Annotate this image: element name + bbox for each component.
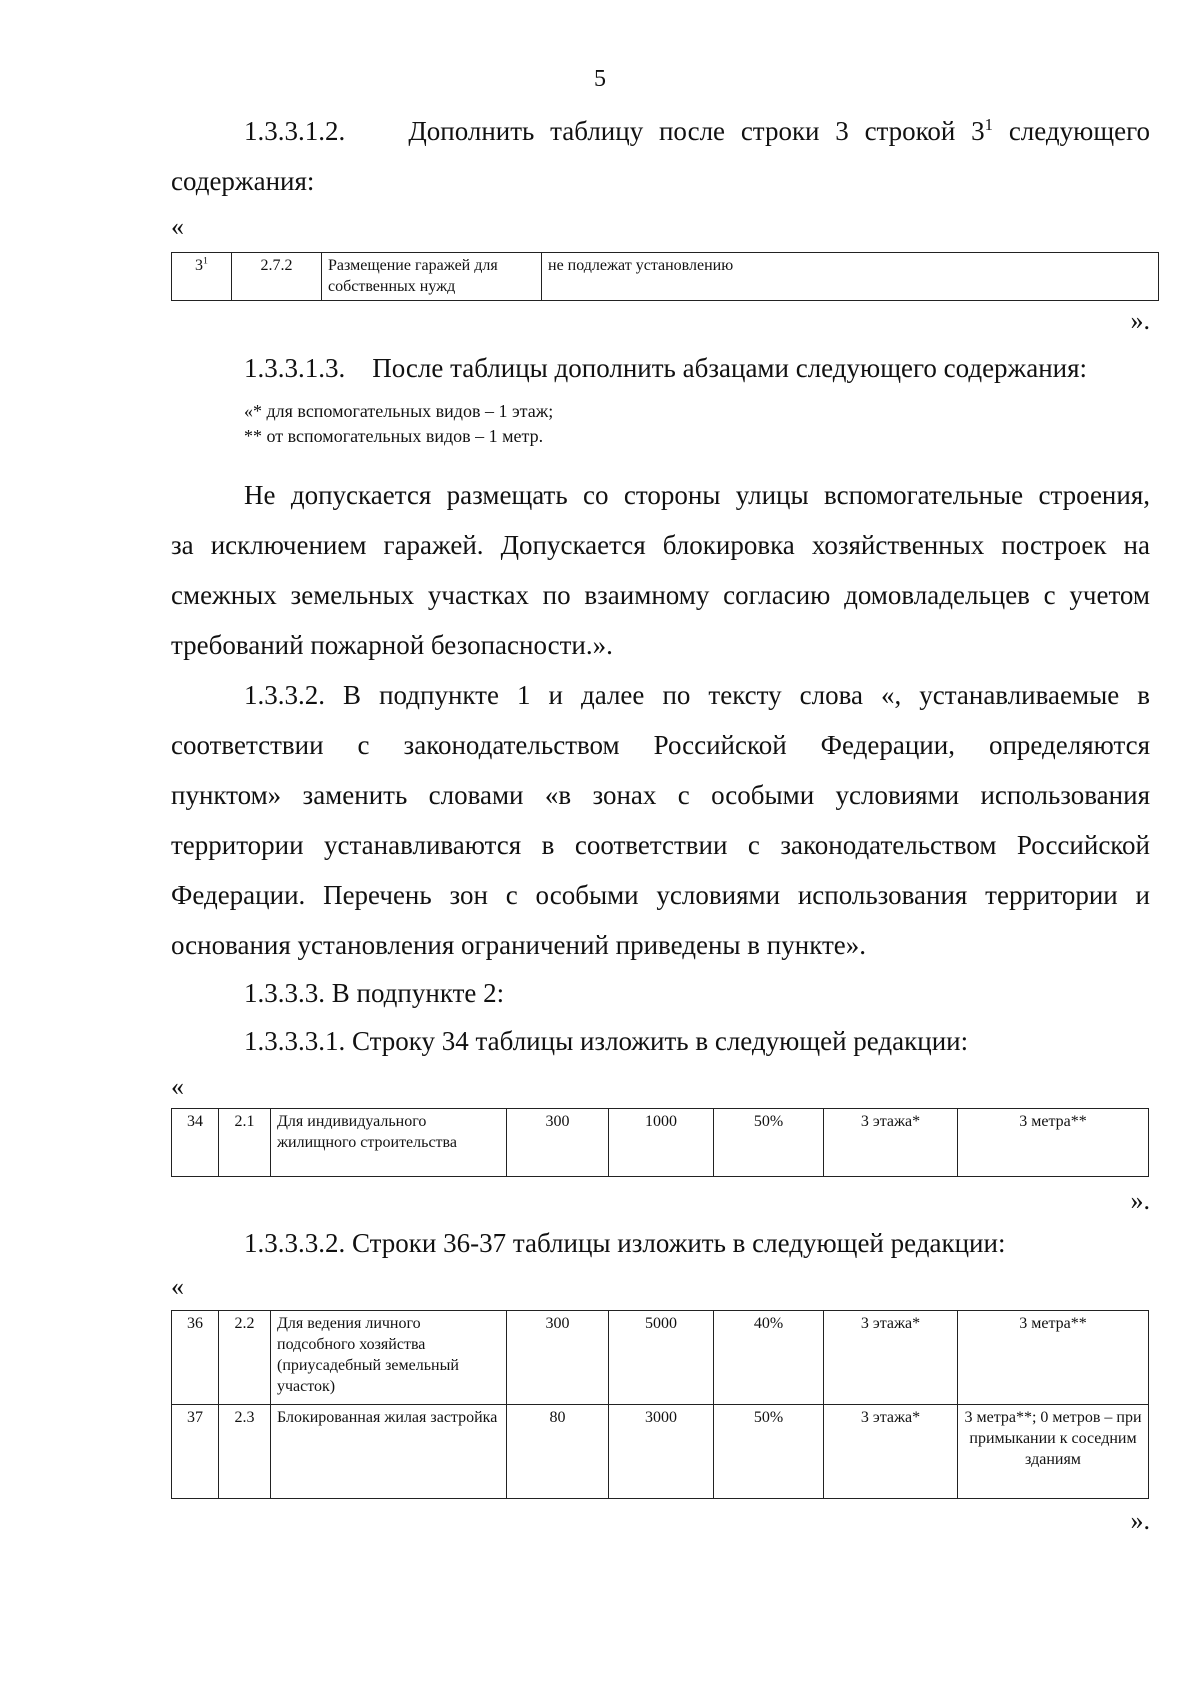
cell-row-number: 36	[172, 1311, 219, 1405]
cell-code: 2.3	[219, 1405, 271, 1499]
para2-line-6: основания установления ограничений приведены в пункте».	[171, 930, 866, 960]
para1-line-1: Не допускается размещать со стороны улицы вспомогательные строения,	[244, 480, 1150, 510]
section-1-3-3-1-3: 1.3.3.1.3. После таблицы дополнить абзацами следующего содержания:	[244, 353, 1088, 383]
close-quote-3: ».	[1130, 1506, 1150, 1535]
cell-row-number: 37	[172, 1405, 219, 1499]
close-quote-2: ».	[1130, 1186, 1150, 1215]
cell-row-number: $3^1$	[172, 253, 232, 301]
cell-use-type: Для индивидуального жилищного строительства	[271, 1109, 507, 1177]
para2-line-3: пунктом» заменить словами «в зонах с особыми условиями использования	[171, 780, 1150, 810]
para2-line-2: соответствии с законодательством Российской Федерации, определяются	[171, 730, 1150, 760]
page-number: 5	[594, 66, 606, 92]
cell-code: 2.1	[219, 1109, 271, 1177]
cell-floors: 3 этажа*	[824, 1311, 958, 1405]
open-quote: «	[171, 212, 184, 241]
para2-line-5: Федерации. Перечень зон с особыми условиями использования территории и	[171, 880, 1150, 910]
cell-max-area: 5000	[609, 1311, 714, 1405]
footnote-2: ** от вспомогательных видов – 1 метр.	[244, 426, 544, 446]
open-quote-2: «	[171, 1072, 184, 1101]
table-row-34	[171, 1108, 1149, 1177]
section-text: Дополнить таблицу после строки 3 строкой 3	[408, 116, 985, 146]
cell-floors: 3 этажа*	[824, 1405, 958, 1499]
cell-code: 2.2	[219, 1311, 271, 1405]
cell-use-type: Для ведения личного подсобного хозяйства (приусадебный земельный участок)	[271, 1311, 507, 1405]
open-quote-3: «	[171, 1272, 184, 1301]
footnote-1: «* для вспомогательных видов – 1 этаж;	[244, 401, 554, 421]
para1-line-3: смежных земельных участках по взаимному согласию домовладельцев с учетом	[171, 580, 1150, 610]
cell-min-area: 300	[507, 1311, 609, 1405]
section-1-3-3-3: 1.3.3.3. В подпункте 2:	[244, 978, 505, 1008]
cell-max-area: 3000	[609, 1405, 714, 1499]
cell-limits: не подлежат установлению	[542, 253, 1159, 301]
cell-setback: 3 метра**	[958, 1311, 1149, 1405]
cell-use-type: Блокированная жилая застройка	[271, 1405, 507, 1499]
close-quote: ».	[1130, 306, 1150, 335]
cell-setback: 3 метра**	[958, 1109, 1149, 1177]
cell-floors: 3 этажа*	[824, 1109, 958, 1177]
table-rows-36-37	[171, 1310, 1149, 1499]
section-1-3-3-3-1: 1.3.3.3.1. Строку 34 таблицы изложить в следующей редакции:	[244, 1026, 969, 1056]
cell-setback: 3 метра**; 0 метров – при примыкании к соседним зданиям	[958, 1405, 1149, 1499]
para2-line-1: 1.3.3.2. В подпункте 1 и далее по тексту слова «, устанавливаемые в	[244, 680, 1150, 710]
para2-line-4: территории устанавливаются в соответствии с законодательством Российской	[171, 830, 1150, 860]
cell-code: 2.7.2	[232, 253, 322, 301]
para1-line-2: за исключением гаражей. Допускается блокировка хозяйственных построек на	[171, 530, 1150, 560]
section-continuation: содержания:	[171, 166, 315, 196]
cell-coverage: 50%	[714, 1109, 824, 1177]
cell-max-area: 1000	[609, 1109, 714, 1177]
table-row	[172, 1311, 1149, 1405]
section-number: 1.3.3.1.2.	[244, 116, 346, 146]
cell-min-area: 80	[507, 1405, 609, 1499]
cell-coverage: 40%	[714, 1311, 824, 1405]
table-row-3-1	[171, 252, 1159, 301]
para1-line-4: требований пожарной безопасности.».	[171, 630, 613, 660]
section-1-3-3-1-2	[244, 116, 1150, 146]
table-row	[172, 1109, 1149, 1177]
section-1-3-3-3-2: 1.3.3.3.2. Строки 36-37 таблицы изложить в следующей редакции:	[244, 1228, 1006, 1258]
cell-coverage: 50%	[714, 1405, 824, 1499]
cell-row-number: 34	[172, 1109, 219, 1177]
cell-use-type: Размещение гаражей для собственных нужд	[322, 253, 542, 301]
section-text-end: следующего	[993, 116, 1150, 146]
table-row	[172, 253, 1159, 301]
table-row	[172, 1405, 1149, 1499]
cell-min-area: 300	[507, 1109, 609, 1177]
superscript: 1	[984, 115, 994, 134]
